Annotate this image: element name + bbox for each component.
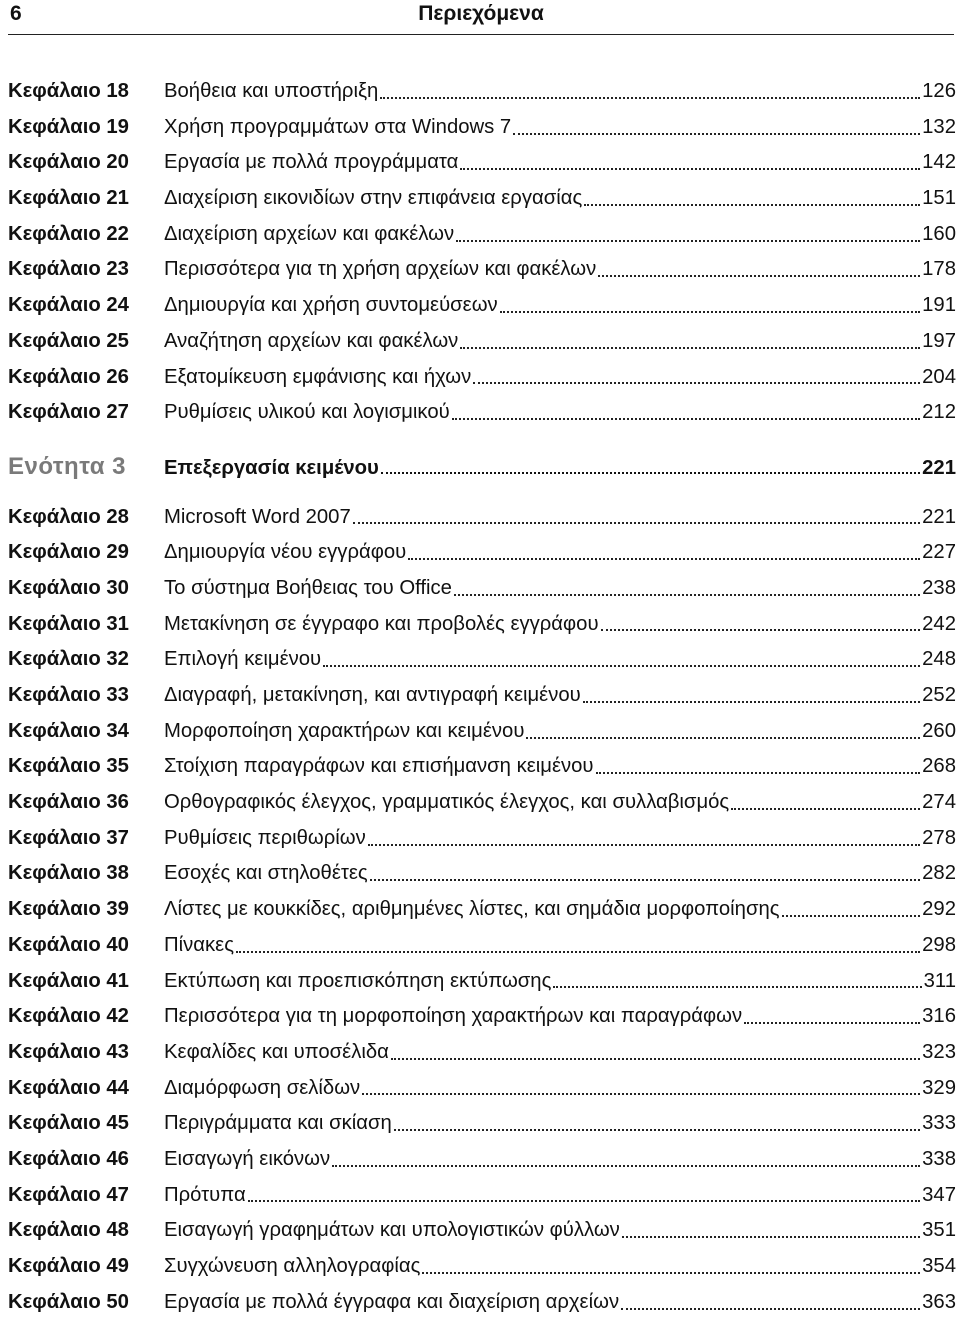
toc-entry[interactable]	[8, 1071, 956, 1107]
chapter-label: Κεφάλαιο 40	[8, 933, 129, 956]
dot-leader	[381, 472, 920, 474]
toc-entry[interactable]	[8, 1142, 956, 1178]
toc-entry[interactable]	[8, 571, 956, 607]
chapter-title: Εσοχές και στηλοθέτες	[164, 862, 368, 885]
chapter-title: Ορθογραφικός έλεγχος, γραμματικός έλεγχος, και συλλαβισμός	[164, 791, 730, 814]
chapter-page-number: 212	[922, 401, 956, 424]
chapter-title: Συγχώνευση αλληλογραφίας	[164, 1255, 421, 1277]
chapter-label: Κεφάλαιο 26	[8, 365, 129, 388]
dot-leader	[782, 915, 921, 917]
toc-entry[interactable]	[8, 535, 956, 571]
chapter-page-number: 274	[922, 791, 956, 814]
chapter-title: Εκτύπωση και προεπισκόπηση εκτύπωσης	[164, 969, 552, 992]
chapter-title: Χρήση προγραμμάτων στα Windows 7	[164, 115, 512, 138]
chapter-page-number: 329	[922, 1076, 956, 1099]
chapter-label: Κεφάλαιο 35	[8, 755, 129, 778]
dot-leader	[460, 347, 920, 349]
dot-leader	[408, 558, 920, 560]
chapter-label: Κεφάλαιο 42	[8, 1005, 129, 1028]
toc-entry[interactable]	[8, 110, 956, 146]
dot-leader	[598, 275, 920, 277]
chapter-title: Περισσότερα για τη μορφοποίηση χαρακτήρων και παραγράφων	[164, 1005, 743, 1028]
dot-leader	[368, 844, 920, 846]
chapter-page-number: 363	[922, 1290, 956, 1313]
section-title: Επεξεργασία κειμένου	[164, 456, 379, 479]
toc-entry[interactable]	[8, 324, 956, 360]
dot-leader	[473, 382, 920, 384]
chapter-label: Κεφάλαιο 21	[8, 187, 129, 210]
chapter-label: Κεφάλαιο 23	[8, 258, 129, 281]
dot-leader	[553, 986, 921, 988]
toc-entry[interactable]	[8, 1035, 956, 1071]
chapter-title: Διαχείριση εικονιδίων στην επιφάνεια εργασίας	[164, 187, 583, 210]
toc-entry[interactable]	[8, 252, 956, 288]
toc-entry[interactable]	[8, 1249, 956, 1285]
chapter-page-number: 354	[922, 1255, 956, 1277]
chapter-page-number: 338	[922, 1147, 956, 1170]
chapter-label: Κεφάλαιο 19	[8, 115, 129, 138]
dot-leader	[248, 1200, 920, 1202]
dot-leader	[454, 594, 920, 596]
chapter-title: Διαμόρφωση σελίδων	[164, 1076, 361, 1099]
dot-leader	[370, 879, 920, 881]
chapter-page-number: 238	[922, 576, 956, 599]
dot-leader	[456, 240, 920, 242]
dot-leader	[394, 1129, 920, 1131]
chapter-label: Κεφάλαιο 37	[8, 826, 129, 849]
chapter-label: Κεφάλαιο 20	[8, 151, 129, 174]
dot-leader	[583, 701, 920, 703]
dot-leader	[513, 133, 920, 135]
dot-leader	[731, 808, 920, 810]
toc-entry[interactable]	[8, 856, 956, 892]
chapter-title: Μετακίνηση σε έγγραφο και προβολές εγγράφου	[164, 612, 599, 635]
chapter-label: Κεφάλαιο 18	[8, 80, 129, 102]
chapter-title: Επιλογή κειμένου	[164, 648, 322, 671]
toc-entry[interactable]	[8, 821, 956, 857]
chapter-title: Microsoft Word 2007	[164, 505, 351, 528]
chapter-page-number: 316	[922, 1005, 956, 1028]
chapter-label: Κεφάλαιο 49	[8, 1255, 129, 1277]
toc-entry[interactable]	[8, 607, 956, 643]
chapter-title: Περισσότερα για τη χρήση αρχείων και φακέλων	[164, 258, 597, 281]
chapter-title: Λίστες με κουκκίδες, αριθμημένες λίστες, και σημάδια μορφοποίησης	[164, 898, 780, 921]
chapter-page-number: 248	[922, 648, 956, 671]
chapter-title: Αναζήτηση αρχείων και φακέλων	[164, 329, 459, 352]
chapter-page-number: 142	[922, 151, 956, 174]
dot-leader	[332, 1165, 920, 1167]
toc-entry[interactable]	[8, 288, 956, 324]
chapter-label: Κεφάλαιο 25	[8, 329, 129, 352]
chapter-page-number: 132	[922, 115, 956, 138]
chapter-label: Κεφάλαιο 28	[8, 505, 129, 528]
chapter-page-number: 151	[922, 187, 956, 210]
chapter-page-number: 221	[922, 505, 956, 528]
toc-group-section-2	[8, 74, 956, 431]
dot-leader	[236, 951, 920, 953]
chapter-page-number: 282	[922, 862, 956, 885]
dot-leader	[362, 1093, 920, 1095]
toc-entry[interactable]	[8, 74, 956, 110]
dot-leader	[622, 1236, 920, 1238]
dot-leader	[596, 772, 921, 774]
toc-entry[interactable]	[8, 500, 956, 536]
chapter-page-number: 252	[922, 684, 956, 706]
chapter-page-number: 311	[923, 969, 956, 992]
chapter-page-number: 260	[922, 719, 956, 742]
toc-entry[interactable]	[8, 999, 956, 1035]
toc-entry[interactable]	[8, 964, 956, 1000]
toc-entry[interactable]	[8, 928, 956, 964]
dot-leader	[323, 665, 920, 667]
chapter-label: Κεφάλαιο 44	[8, 1076, 129, 1099]
toc-entry[interactable]	[8, 642, 956, 678]
chapter-label: Κεφάλαιο 24	[8, 294, 129, 317]
chapter-page-number: 227	[922, 541, 956, 564]
toc-entry[interactable]	[8, 395, 956, 431]
toc-entry[interactable]	[8, 360, 956, 396]
chapter-page-number: 292	[922, 898, 956, 921]
chapter-title: Κεφαλίδες και υποσέλιδα	[164, 1040, 389, 1063]
toc-entry[interactable]	[8, 1178, 956, 1214]
chapter-page-number: 351	[922, 1219, 956, 1242]
chapter-title: Πρότυπα	[164, 1183, 246, 1206]
dot-leader	[452, 418, 920, 420]
chapter-page-number: 298	[922, 933, 956, 956]
chapter-title: Δημιουργία και χρήση συντομεύσεων	[164, 294, 498, 317]
chapter-page-number: 160	[922, 222, 956, 245]
chapter-label: Κεφάλαιο 38	[8, 862, 129, 885]
chapter-label: Κεφάλαιο 30	[8, 576, 129, 599]
page-number: 6	[10, 2, 22, 25]
chapter-title: Περιγράμματα και σκίαση	[164, 1112, 392, 1135]
toc-group-section-3	[8, 500, 956, 1320]
chapter-label: Κεφάλαιο 47	[8, 1183, 129, 1206]
chapter-title: Ρυθμίσεις περιθωρίων	[164, 826, 366, 849]
chapter-page-number: 178	[922, 258, 956, 281]
chapter-label: Κεφάλαιο 29	[8, 541, 129, 564]
dot-leader	[460, 168, 920, 170]
chapter-page-number: 204	[922, 365, 956, 388]
toc-entry[interactable]	[8, 181, 956, 217]
chapter-title: Εξατομίκευση εμφάνισης και ήχων	[164, 365, 472, 388]
chapter-label: Κεφάλαιο 45	[8, 1112, 129, 1135]
section-page-number: 221	[922, 456, 956, 479]
toc-entry[interactable]	[8, 1285, 956, 1320]
section-label: Ενότητα 3	[8, 452, 127, 480]
toc-entry[interactable]	[8, 785, 956, 821]
chapter-label: Κεφάλαιο 36	[8, 791, 129, 814]
chapter-label: Κεφάλαιο 50	[8, 1290, 129, 1313]
chapter-title: Εργασία με πολλά προγράμματα	[164, 151, 459, 174]
chapter-title: Διαγραφή, μετακίνηση, και αντιγραφή κειμένου	[164, 684, 581, 706]
dot-leader	[584, 204, 920, 206]
toc-entry[interactable]	[8, 217, 956, 253]
chapter-title: Εργασία με πολλά έγγραφα και διαχείριση αρχείων	[164, 1290, 620, 1313]
dot-leader	[391, 1058, 920, 1060]
chapter-page-number: 333	[922, 1112, 956, 1135]
chapter-title: Διαχείριση αρχείων και φακέλων	[164, 222, 455, 245]
chapter-title: Πίνακες	[164, 933, 234, 956]
chapter-title: Μορφοποίηση χαρακτήρων και κειμένου	[164, 719, 525, 742]
chapter-page-number: 278	[922, 826, 956, 849]
chapter-label: Κεφάλαιο 39	[8, 898, 129, 921]
dot-leader	[353, 522, 920, 524]
chapter-title: Εισαγωγή γραφημάτων και υπολογιστικών φύλλων	[164, 1219, 620, 1242]
dot-leader	[380, 97, 920, 99]
toc-entry[interactable]	[8, 145, 956, 181]
chapter-page-number: 323	[922, 1040, 956, 1063]
toc-entry[interactable]	[8, 1106, 956, 1142]
chapter-label: Κεφάλαιο 32	[8, 648, 129, 671]
chapter-label: Κεφάλαιο 27	[8, 401, 129, 424]
chapter-page-number: 191	[922, 294, 956, 317]
chapter-title: Εισαγωγή εικόνων	[164, 1147, 331, 1170]
chapter-label: Κεφάλαιο 43	[8, 1040, 129, 1063]
toc-section-row[interactable]	[8, 449, 956, 485]
dot-leader	[500, 311, 920, 313]
toc-entry[interactable]	[8, 714, 956, 750]
page-title: Περιεχόμενα	[418, 2, 544, 25]
chapter-title: Βοήθεια και υποστήριξη	[164, 80, 379, 102]
chapter-title: Το σύστημα Βοήθειας του Office	[164, 576, 452, 599]
toc-entry[interactable]	[8, 1213, 956, 1249]
chapter-label: Κεφάλαιο 31	[8, 612, 129, 635]
chapter-page-number: 347	[922, 1183, 956, 1206]
dot-leader	[744, 1022, 920, 1024]
page-header	[8, 0, 954, 35]
table-of-contents	[8, 74, 956, 1320]
dot-leader	[601, 629, 921, 631]
chapter-title: Στοίχιση παραγράφων και επισήμανση κειμένου	[164, 755, 594, 778]
chapter-label: Κεφάλαιο 48	[8, 1219, 129, 1242]
toc-entry[interactable]	[8, 678, 956, 714]
chapter-label: Κεφάλαιο 22	[8, 222, 129, 245]
chapter-page-number: 242	[922, 612, 956, 635]
dot-leader	[422, 1272, 920, 1274]
chapter-label: Κεφάλαιο 46	[8, 1147, 129, 1170]
chapter-label: Κεφάλαιο 34	[8, 719, 129, 742]
dot-leader	[621, 1308, 920, 1310]
chapter-page-number: 268	[922, 755, 956, 778]
chapter-page-number: 126	[922, 80, 956, 102]
chapter-page-number: 197	[922, 329, 956, 352]
chapter-label: Κεφάλαιο 33	[8, 684, 129, 706]
chapter-title: Ρυθμίσεις υλικού και λογισμικού	[164, 401, 450, 424]
toc-entry[interactable]	[8, 749, 956, 785]
toc-entry[interactable]	[8, 892, 956, 928]
dot-leader	[526, 737, 920, 739]
chapter-title: Δημιουργία νέου εγγράφου	[164, 541, 407, 564]
chapter-label: Κεφάλαιο 41	[8, 969, 129, 992]
